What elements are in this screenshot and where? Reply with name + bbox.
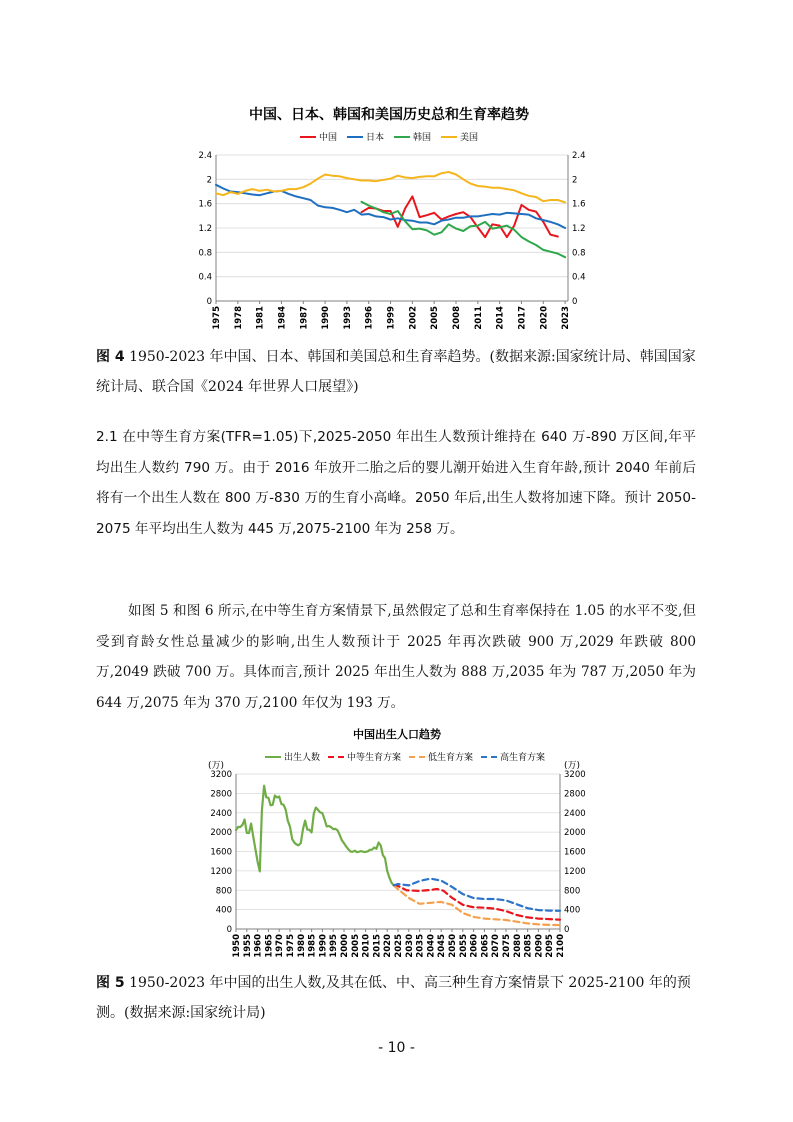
x-tick-label: 1995: [329, 934, 340, 958]
y-tick-label-left: 1.2: [198, 224, 212, 234]
y-tick-label-left: 3200: [210, 770, 232, 780]
caption-text: 1950-2023 年中国的出生人数,及其在低、中、高三种生育方案情景下 2025-2100 年的预测。(数据来源:国家统计局): [96, 975, 691, 1021]
y-axis-unit-left: (万): [208, 761, 225, 771]
x-tick-label: 2045: [437, 934, 448, 958]
y-tick-label-right: 2800: [564, 789, 586, 800]
series-line: [216, 185, 565, 228]
y-tick-label-right: 0: [564, 925, 570, 935]
y-tick-label-left: 1200: [210, 866, 232, 877]
x-tick-label: 1990: [321, 306, 332, 330]
y-tick-label-left: 2: [206, 175, 212, 186]
x-tick-label: 2080: [512, 934, 523, 958]
x-tick-label: 1975: [286, 934, 296, 958]
y-tick-label-right: 2000: [564, 828, 586, 839]
page-number: - 10 -: [378, 1040, 415, 1056]
x-tick-label: 2000: [340, 934, 350, 958]
x-tick-label: 1970: [275, 934, 286, 958]
y-tick-label-right: 3200: [564, 770, 586, 780]
figure-4-chart: [196, 96, 586, 336]
x-tick-label: 2002: [408, 306, 419, 330]
y-tick-label-left: 0: [226, 925, 232, 935]
y-tick-label-right: 0.4: [572, 272, 586, 283]
y-tick-label-right: 1.2: [572, 224, 586, 234]
x-tick-label: 2025: [394, 934, 404, 958]
series-line: [216, 172, 565, 202]
caption-label: 图 4: [96, 349, 125, 365]
y-tick-label-left: 1600: [210, 847, 232, 858]
x-tick-label: 2005: [430, 306, 441, 330]
x-tick-label: 2030: [404, 934, 415, 958]
x-tick-label: 2014: [495, 306, 506, 330]
y-tick-label-left: 2000: [210, 828, 232, 839]
series-line: [394, 879, 560, 911]
legend-label: 中等生育方案: [346, 753, 401, 763]
y-tick-label-right: 800: [564, 886, 581, 897]
x-tick-label: 1984: [277, 306, 288, 330]
x-tick-label: 2005: [350, 934, 361, 958]
x-tick-label: 2011: [473, 306, 484, 330]
x-tick-label: 2090: [534, 934, 545, 958]
plot-area: [196, 96, 586, 336]
y-tick-label-left: 0.4: [198, 272, 212, 283]
series-line: [236, 786, 394, 886]
x-tick-label: 1950: [232, 934, 242, 958]
y-tick-label-left: 2400: [210, 808, 232, 819]
y-tick-label-right: 1200: [564, 866, 586, 877]
y-tick-label-left: 2800: [210, 789, 232, 800]
legend-label: 日本: [365, 133, 384, 143]
legend-label: 低生育方案: [428, 753, 474, 763]
chart-title: 中国出生人口趋势: [353, 728, 441, 741]
x-tick-label: 2070: [491, 934, 502, 958]
x-tick-label: 2010: [361, 934, 372, 958]
x-tick-label: 2023: [561, 306, 572, 330]
y-tick-label-left: 800: [215, 886, 232, 897]
series-line: [362, 202, 566, 257]
y-tick-label-left: 2.4: [198, 151, 212, 161]
x-tick-label: 1981: [255, 306, 266, 330]
x-tick-label: 1990: [318, 934, 329, 958]
x-tick-label: 1993: [342, 306, 353, 330]
y-tick-label-right: 0.8: [572, 248, 586, 259]
y-tick-label-right: 2: [572, 175, 578, 186]
x-tick-label: 2065: [480, 934, 491, 958]
y-tick-label-right: 2400: [564, 808, 586, 819]
plot-area: [204, 722, 590, 962]
x-tick-label: 2008: [452, 306, 462, 330]
x-tick-label: 1965: [264, 934, 275, 958]
x-tick-label: 2100: [556, 934, 566, 958]
x-tick-label: 2075: [502, 934, 512, 958]
x-tick-label: 2020: [383, 934, 394, 958]
x-tick-label: 2035: [415, 934, 426, 958]
figure-4-caption: [96, 342, 696, 402]
legend-label: 美国: [460, 133, 479, 143]
y-tick-label-right: 1600: [564, 847, 586, 858]
x-tick-label: 1987: [299, 306, 310, 330]
y-tick-label-right: 0: [572, 297, 578, 307]
legend-label: 中国: [318, 133, 337, 143]
x-tick-label: 1985: [307, 934, 318, 958]
x-tick-label: 2017: [517, 306, 528, 330]
y-tick-label-right: 2.4: [572, 151, 586, 161]
x-tick-label: 2095: [545, 934, 556, 958]
y-tick-label-left: 0.8: [198, 248, 212, 259]
x-tick-label: 1980: [296, 934, 307, 958]
x-tick-label: 1999: [386, 306, 397, 330]
y-tick-label-left: 0: [206, 297, 212, 307]
x-tick-label: 2015: [372, 934, 383, 958]
figure-5-chart: [204, 722, 590, 962]
caption-text: 1950-2023 年中国、日本、韩国和美国总和生育率趋势。(数据来源:国家统计局、韩国国家统计局、联合国《2024 年世界人口展望》): [96, 349, 696, 395]
y-tick-label-left: 400: [215, 905, 232, 916]
x-tick-label: 2055: [458, 934, 469, 958]
x-tick-label: 2040: [426, 934, 437, 958]
x-tick-label: 1996: [364, 306, 375, 330]
x-tick-label: 2050: [448, 934, 458, 958]
figure-5-caption: [96, 968, 696, 1028]
x-tick-label: 1978: [233, 306, 244, 330]
x-tick-label: 2060: [469, 934, 480, 958]
x-tick-label: 2020: [539, 306, 550, 330]
caption-label: 图 5: [96, 975, 125, 991]
legend-label: 韩国: [413, 133, 432, 143]
y-tick-label-right: 400: [564, 905, 581, 916]
body-paragraph: 如图 5 和图 6 所示,在中等生育方案情景下,虽然假定了总和生育率保持在 1.05 的水平不变,但受到育龄女性总量减少的影响,出生人数预计于 2025 年再次跌破 900 万,2029 年跌破 800 万,2049 跌破 700 万。具体而言,预计 2025 年出生人数为 888 万,2035 年为 787 万,2050 年为 644 万,2075 年为 370 万,2100 年仅为 193 万。: [96, 603, 696, 711]
y-axis-unit-right: (万): [564, 761, 581, 771]
y-tick-label-left: 1.6: [198, 199, 212, 210]
chart-title: 中国、日本、韩国和美国历史总和生育率趋势: [249, 107, 529, 123]
section-paragraph-2-1: 2.1 在中等生育方案(TFR=1.05)下,2025-2050 年出生人数预计维持在 640 万-890 万区间,年平均出生人数约 790 万。由于 2016 年放开二胎之后的婴儿潮开始进入生育年龄,预计 2040 年前后将有一个出生人数在 800 万-830 万的生育小高峰。2050 年后,出生人数将加速下降。预计 2050-2075 年平均出生人数为 445 万,2075-2100 年为 258 万。: [96, 429, 696, 537]
x-tick-label: 2085: [523, 934, 534, 958]
y-tick-label-right: 1.6: [572, 199, 586, 210]
legend-label: 出生人数: [283, 753, 320, 763]
legend-label: 高生育方案: [500, 753, 546, 763]
x-tick-label: 1975: [212, 306, 222, 330]
x-tick-label: 1955: [242, 934, 253, 958]
x-tick-label: 1960: [253, 934, 264, 958]
